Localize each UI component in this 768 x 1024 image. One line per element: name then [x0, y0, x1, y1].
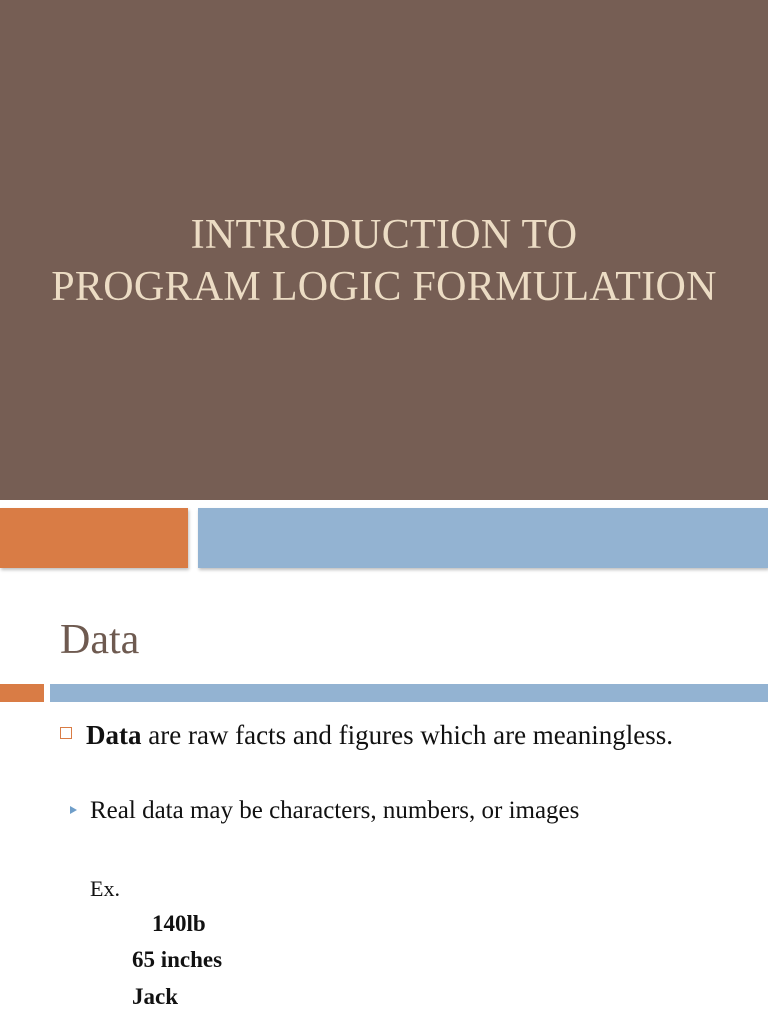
bullet-definition: [60, 716, 728, 754]
slide-title: [0, 209, 768, 313]
accent-bar-orange: [0, 508, 188, 568]
triangle-bullet-icon: [70, 806, 77, 814]
example-item: Jack: [132, 984, 178, 1009]
sub-bullet: [70, 796, 579, 826]
heading-underline-blue: [50, 684, 768, 702]
bullet-definition-text: [86, 716, 728, 754]
content-heading: Data: [60, 617, 140, 663]
square-bullet-icon: [60, 727, 72, 739]
example-item: 65 inches: [132, 947, 223, 972]
sub-bullet-text: Real data may be characters, numbers, or images: [90, 797, 580, 824]
heading-underline-orange: [0, 684, 44, 702]
title-slide: [0, 0, 768, 500]
bullet-definition-rest: are raw facts and figures which are meaningless.: [141, 720, 674, 750]
title-line-1: INTRODUCTION TO: [190, 212, 578, 258]
accent-bar-blue: [198, 508, 768, 568]
bullet-definition-lead: Data: [86, 720, 142, 750]
example-label: Ex.: [90, 876, 120, 901]
title-line-2: PROGRAM LOGIC FORMULATION: [51, 264, 717, 310]
example-item: 140lb: [152, 911, 206, 936]
